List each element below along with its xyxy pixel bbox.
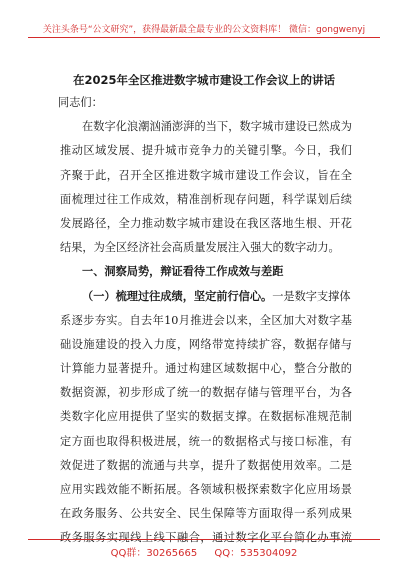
body-line: 政务服务实现线上线下融合，通过数字化平台简化办事流 (60, 531, 352, 545)
body-line: 系逐步夯实。自去年10月推进会以来，全区加大对数字基 (60, 313, 352, 327)
document-body (60, 91, 352, 551)
salutation: 同志们： (58, 96, 103, 109)
footer-contacts: QQ群：30265665 QQ：535304092 (110, 548, 298, 559)
section-heading: 一、洞察局势，辩证看待工作成效与差距 (82, 265, 284, 279)
intro-line: 结果，为全区经济社会高质量发展注入强大的数字动力。 (60, 241, 340, 255)
intro-line: 发展路径，全力推动数字城市建设在我区落地生根、开花 (60, 216, 352, 230)
subsection-text: 一是数字支撑体 (272, 289, 351, 303)
intro-line: 齐聚于此，召开全区推进数字城市建设工作会议，旨在全 (60, 168, 352, 182)
footer-divider (28, 539, 380, 540)
intro-line: 在数字化浪潮汹涌澎湃的当下，数字城市建设已然成为 (82, 120, 352, 134)
body-line: 效促进了数据的流通与共享，提升了数据使用效率。二是 (60, 458, 352, 472)
body-line: 在政务服务、公共安全、民生保障等方面取得一系列成果 (60, 507, 352, 521)
body-line: 数据资源，初步形成了统一的数据存储与管理平台，为各 (60, 386, 352, 400)
banner-divider (28, 37, 380, 38)
subsection-first-line (60, 285, 352, 309)
body-line: 础设施建设的投入力度，网络带宽持续扩容，数据存储与 (60, 337, 352, 351)
document-title: 在2025年全区推进数字城市建设工作会议上的讲话 (72, 73, 335, 87)
intro-line: 推动区域发展、提升城市竞争力的关键引擎。今日，我们 (60, 144, 352, 158)
subsection-heading: （一）梳理过往成绩，坚定前行信心。 (82, 289, 273, 303)
body-line: 定方面也取得积极进展，统一的数据格式与接口标准，有 (60, 434, 352, 448)
body-line: 类数字化应用提供了坚实的数据支撑。在数据标准规范制 (60, 410, 352, 424)
promo-banner: 关注头条号“公文研究”，获得最新最全最专业的公文资料库！ 微信：gongwenyj (42, 25, 366, 35)
body-line: 计算能力显著提升。通过构建区域数据中心，整合分散的 (60, 362, 352, 376)
body-line: 应用实践效能不断拓展。各领域积极探索数字化应用场景 (60, 483, 352, 496)
intro-line: 面梳理过往工作成效，精准剖析现存问题，科学谋划后续 (60, 192, 352, 206)
